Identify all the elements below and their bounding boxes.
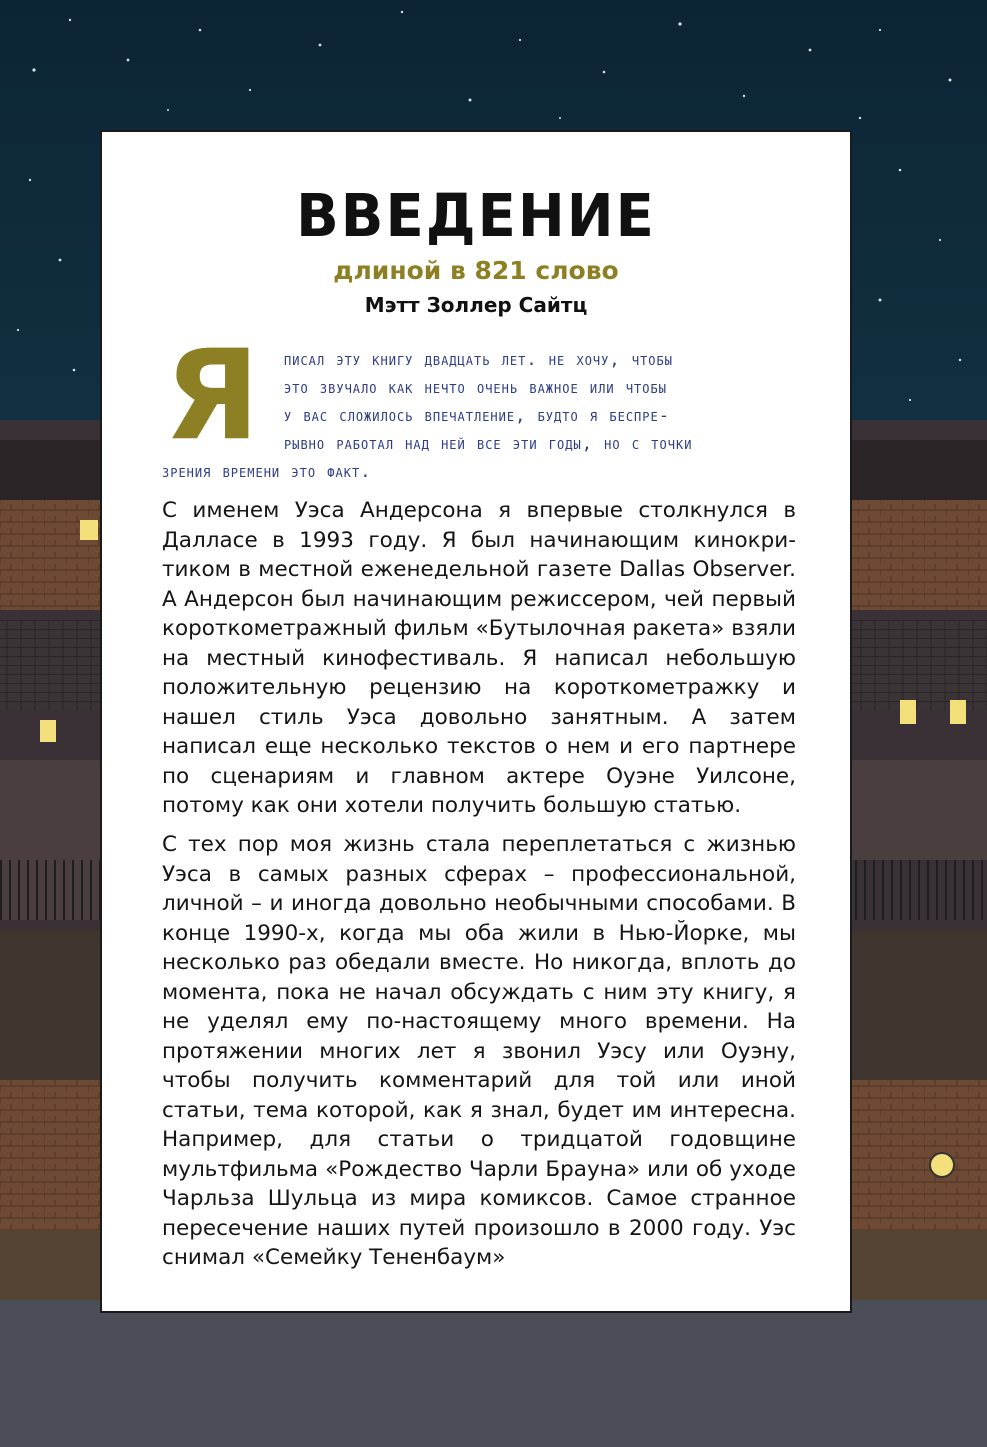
lead-line: рывно работал над ней все эти годы, но с точки xyxy=(284,434,693,454)
author-name: Мэтт Золлер Сайтц xyxy=(364,293,588,317)
lead-line: это звучало как нечто очень важное или чтобы xyxy=(284,378,667,398)
chapter-subtitle: длиной в 821 слово xyxy=(333,256,619,285)
body-paragraph: С тех пор моя жизнь стала переплетаться с жизнью Уэса в самых разных сферах – профессиональной, личной – и иногда довольно необычными способами. В конце 1990-х, когда мы оба жили в Нью-Йорке, мы несколько раз обедали вместе. Но никогда, вплоть до момента, пока не начал обсуждать с ним эту книгу, я не уделял ему по-настоящему много времени. На протяжении многих лет я звонил Уэсу или Оуэну, чтобы получить комментарий для той или иной статьи, тема которой, как я знал, будет им интересна. Например, для статьи о тридцатой годовщине мультфильма «Рождество Чарли Брауна» или об уходе Чарльза Шульца из мира комиксов. Самое странное пересечение наших путей произошло в 2000 году. Уэс снимал «Семейку Тененбаум» xyxy=(162,832,796,1270)
lead-line: писал эту книгу двадцать лет. не хочу, чтобы xyxy=(284,350,673,370)
chapter-title: ВВЕДЕНИЕ xyxy=(296,182,656,251)
lead-line: у вас сложилось впечатление, будто я беспре- xyxy=(284,406,670,426)
drop-cap: Я xyxy=(164,324,260,468)
page-card xyxy=(100,130,852,1313)
lead-line: зрения времени это факт. xyxy=(162,462,372,482)
body-paragraph: С именем Уэса Андерсона я впервые столкнулся в Далласе в 1993 году. Я был начинающим кинокритиком в местной еженедельной газете Dallas Observer. А Андерсон был начинающим режиссером, чей первый короткометражный фильм «Бутылочная ракета» взяли на местный кинофестиваль. Я написал небольшую положительную рецензию на короткометражку и нашел стиль Уэса довольно занятным. А затем написал еще несколько текстов о нем и его партнере по сценариям и главном актере Оуэне Уилсоне, потому как они хотели получить большую статью. xyxy=(162,498,796,818)
